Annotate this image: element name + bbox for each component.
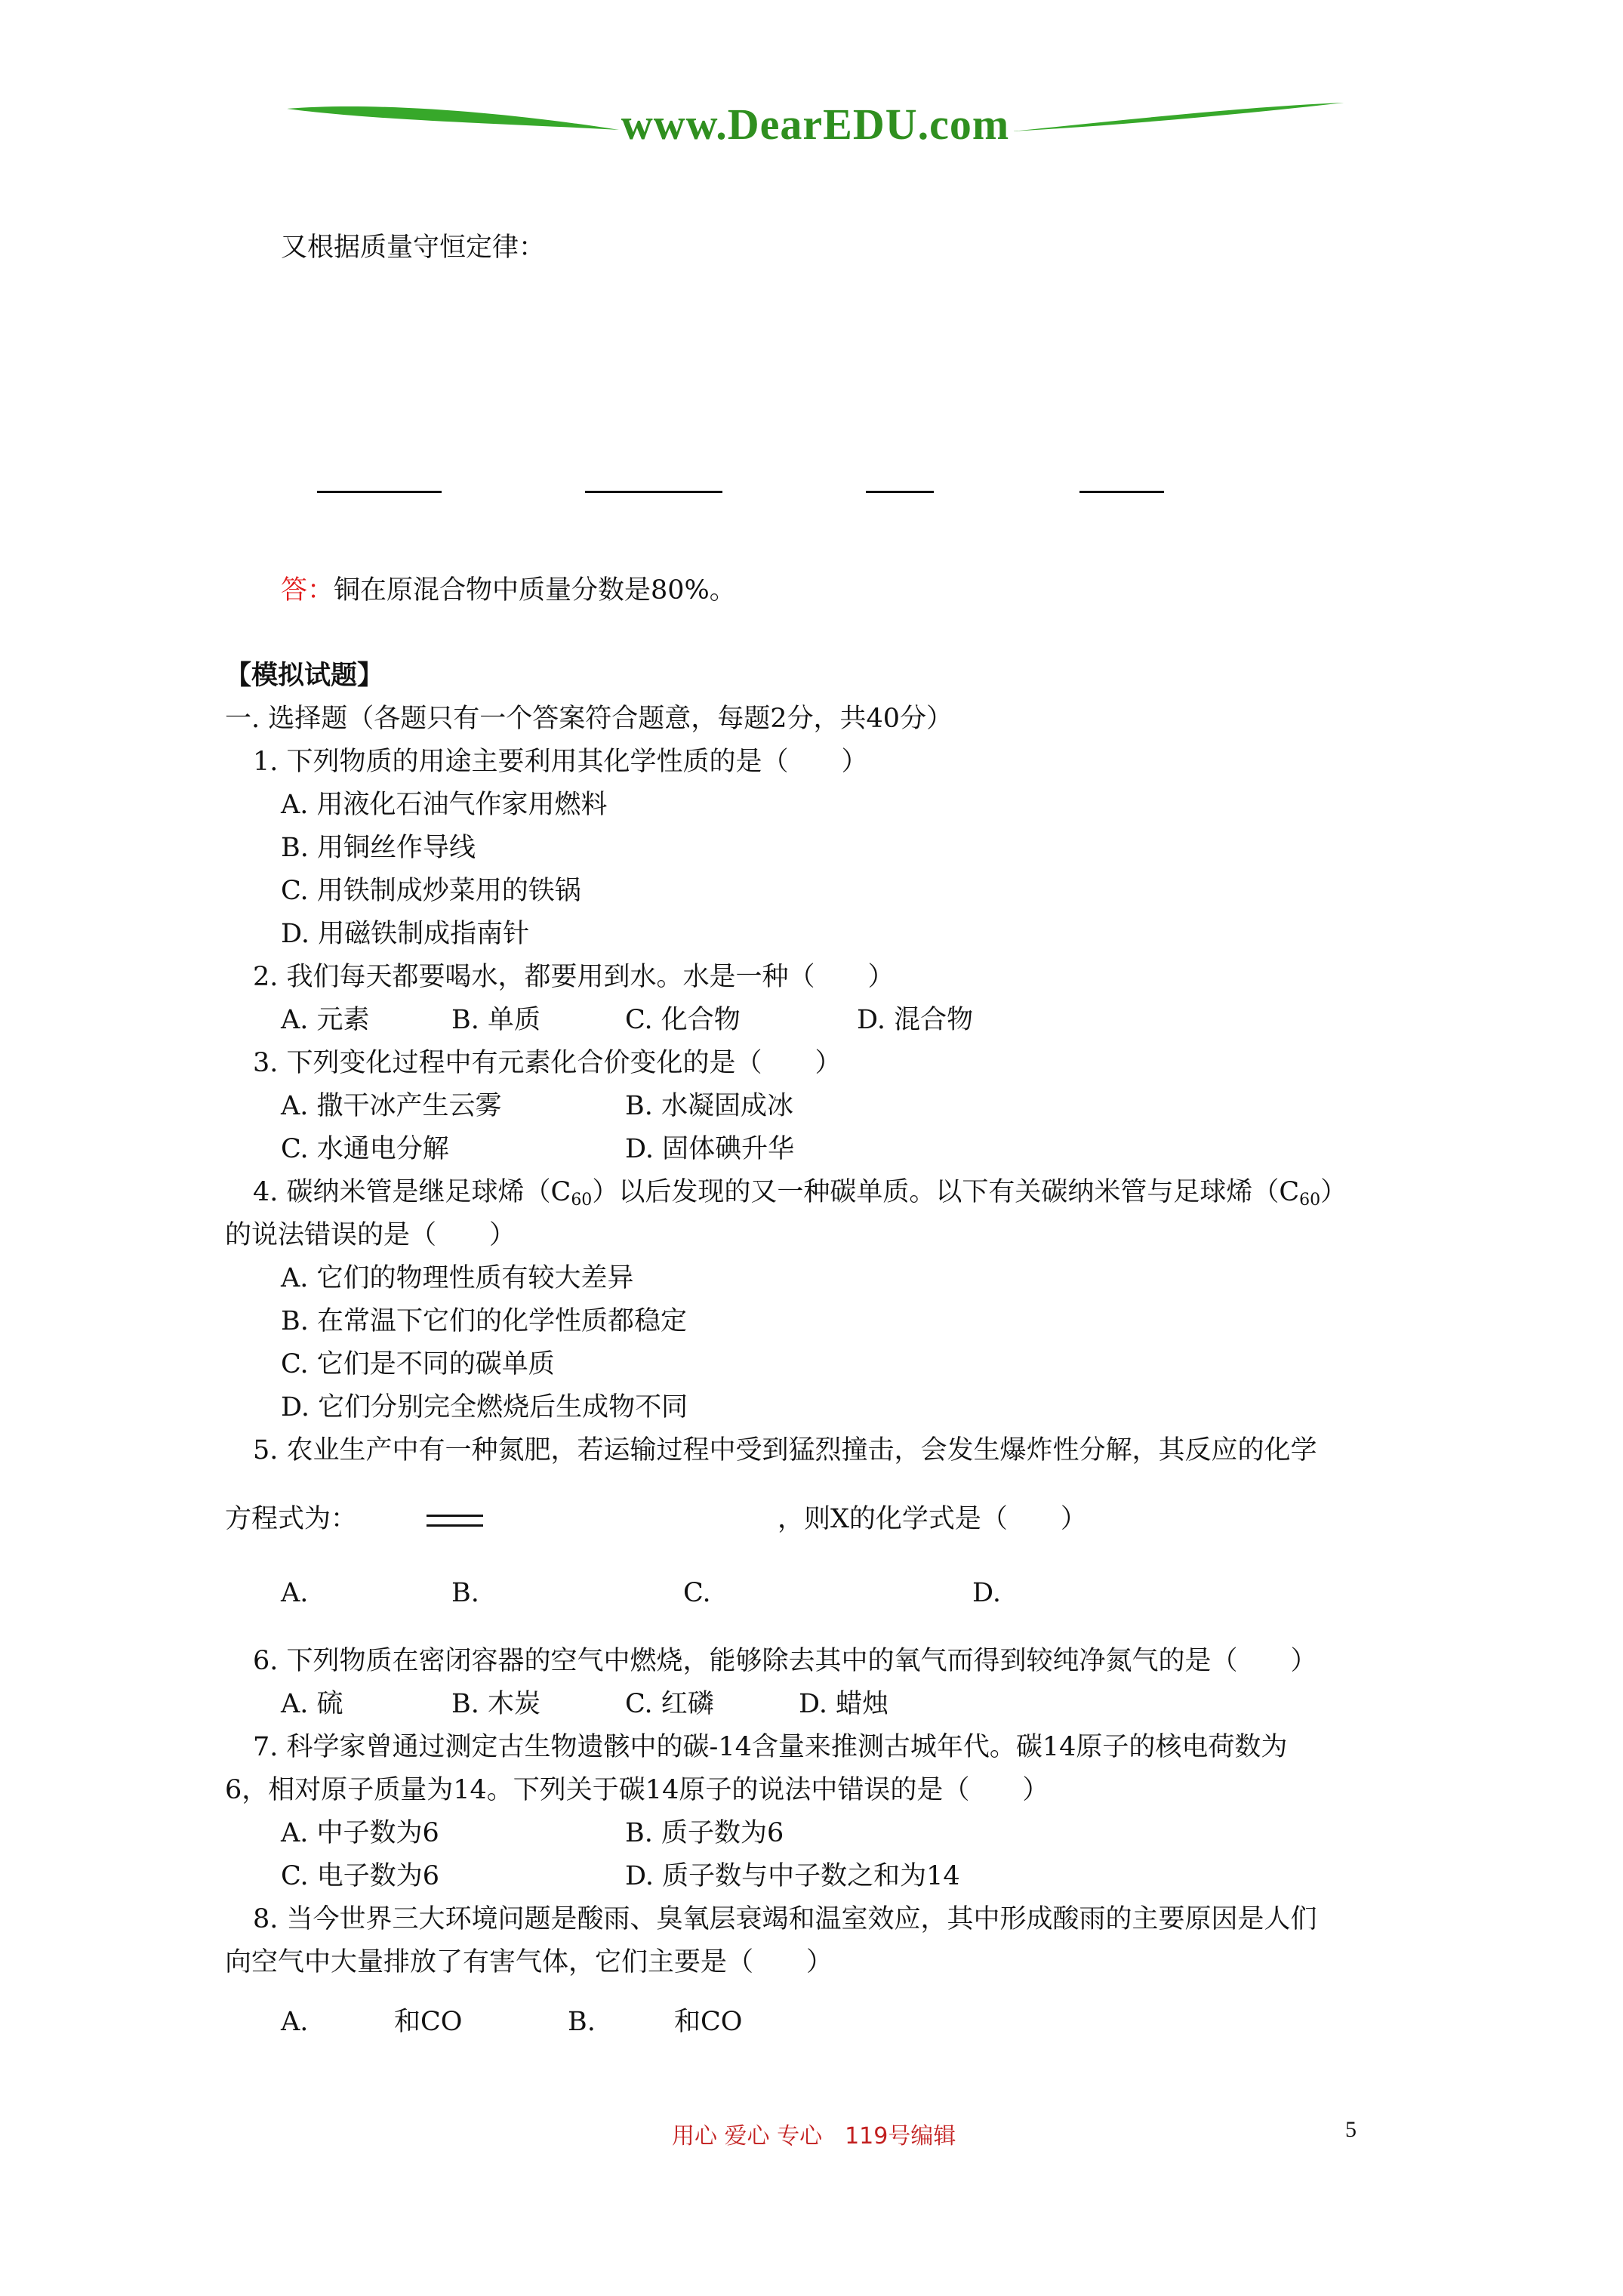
- left-swoosh-icon: [287, 98, 619, 143]
- q1-stem: 1. 下列物质的用途主要利用其化学性质的是（ ）: [253, 747, 868, 777]
- q5-option-b: B.: [451, 1578, 479, 1608]
- blank-line-3: [866, 491, 934, 493]
- page-number: 5: [1345, 2117, 1357, 2142]
- answer-line: [281, 575, 736, 606]
- q8-option-a-text: 和CO: [394, 2007, 463, 2037]
- q6-stem: 6. 下列物质在密闭容器的空气中燃烧，能够除去其中的氧气而得到较纯净氮气的是（ ）: [253, 1646, 1317, 1676]
- header-banner: [287, 91, 1344, 159]
- q2-option-d: D. 混合物: [857, 1005, 974, 1035]
- q1-option-a: A. 用液化石油气作家用燃料: [281, 790, 608, 820]
- q1-option-d: D. 用磁铁制成指南针: [281, 919, 530, 949]
- q4-subscript-1: 60: [571, 1191, 593, 1210]
- blank-line-2: [585, 491, 722, 493]
- right-swoosh-icon: [1012, 98, 1344, 143]
- q2-stem: 2. 我们每天都要喝水，都要用到水。水是一种（ ）: [253, 962, 895, 992]
- q5-line2-suffix: ，则X的化学式是（ ）: [778, 1504, 1087, 1534]
- q3-stem: 3. 下列变化过程中有元素化合价变化的是（ ）: [253, 1048, 842, 1078]
- q3-option-a: A. 撒干冰产生云雾: [281, 1091, 502, 1121]
- blank-line-1: [317, 491, 442, 493]
- q6-option-d: D. 蜡烛: [799, 1689, 889, 1719]
- answer-text: 铜在原混合物中质量分数是80%。: [334, 575, 736, 606]
- q7-stem: 7. 科学家曾通过测定古生物遗骸中的碳-14含量来推测古城年代。碳14原子的核电荷数为: [253, 1732, 1288, 1762]
- q4-option-c: C. 它们是不同的碳单质: [281, 1349, 555, 1379]
- q4-option-b: B. 在常温下它们的化学性质都稳定: [281, 1306, 687, 1336]
- answer-prefix: 答：: [281, 575, 334, 606]
- q7-option-a: A. 中子数为6: [281, 1818, 439, 1848]
- q5-option-a: A.: [281, 1578, 309, 1608]
- q2-option-c: C. 化合物: [625, 1005, 741, 1035]
- part1-heading: 一. 选择题（各题只有一个答案符合题意，每题2分，共40分）: [225, 704, 953, 734]
- q6-option-c: C. 红磷: [625, 1689, 714, 1719]
- q7-option-c: C. 电子数为6: [281, 1861, 440, 1891]
- q7-stem-line2: 6，相对原子质量为14。下列关于碳14原子的说法中错误的是（ ）: [225, 1775, 1049, 1805]
- intro-line: 又根据质量守恒定律：: [281, 233, 546, 263]
- q2-option-a: A. 元素: [281, 1005, 370, 1035]
- q5-line2-prefix: 方程式为：: [225, 1504, 358, 1534]
- q4-subscript-2: 60: [1299, 1191, 1321, 1210]
- q5-option-c: C.: [683, 1578, 711, 1608]
- q4-option-a: A. 它们的物理性质有较大差异: [281, 1263, 634, 1293]
- q7-option-b: B. 质子数为6: [625, 1818, 784, 1848]
- q4-stem-part-c: ）: [1320, 1177, 1347, 1207]
- equation-equals-sign: [427, 1515, 483, 1527]
- q8-option-b-label: B.: [568, 2007, 596, 2037]
- q8-stem-line2: 向空气中大量排放了有害气体，它们主要是（ ）: [225, 1947, 833, 1977]
- q6-option-b: B. 木炭: [451, 1689, 540, 1719]
- site-logo[interactable]: www.DearEDU.com: [621, 100, 1010, 149]
- footer-text: 用心 爱心 专心 119号编辑: [672, 2123, 956, 2150]
- q3-option-b: B. 水凝固成冰: [625, 1091, 793, 1121]
- q2-option-b: B. 单质: [451, 1005, 540, 1035]
- q4-stem-part-b: ）以后发现的又一种碳单质。以下有关碳纳米管与足球烯（C: [592, 1177, 1300, 1207]
- blank-line-4: [1079, 491, 1164, 493]
- q8-option-b-text: 和CO: [674, 2007, 743, 2037]
- q4-stem-line2: 的说法错误的是（ ）: [225, 1220, 516, 1250]
- q5-option-d: D.: [972, 1578, 1001, 1608]
- q4-option-d: D. 它们分别完全燃烧后生成物不同: [281, 1392, 688, 1422]
- q8-option-a-label: A.: [281, 2007, 309, 2037]
- q5-stem: 5. 农业生产中有一种氮肥，若运输过程中受到猛烈撞击，会发生爆炸性分解，其反应的化学: [253, 1435, 1317, 1465]
- q8-stem: 8. 当今世界三大环境问题是酸雨、臭氧层衰竭和温室效应，其中形成酸雨的主要原因是人们: [253, 1904, 1317, 1934]
- q6-option-a: A. 硫: [281, 1689, 343, 1719]
- q1-option-c: C. 用铁制成炒菜用的铁锅: [281, 876, 581, 906]
- q4-stem-part-a: 4. 碳纳米管是继足球烯（C: [253, 1177, 571, 1207]
- q4-stem: [253, 1177, 1347, 1216]
- q7-option-d: D. 质子数与中子数之和为14: [625, 1861, 960, 1891]
- section-title: 【模拟试题】: [225, 660, 384, 691]
- q3-option-d: D. 固体碘升华: [625, 1134, 795, 1164]
- q3-option-c: C. 水通电分解: [281, 1134, 449, 1164]
- q1-option-b: B. 用铜丝作导线: [281, 833, 476, 863]
